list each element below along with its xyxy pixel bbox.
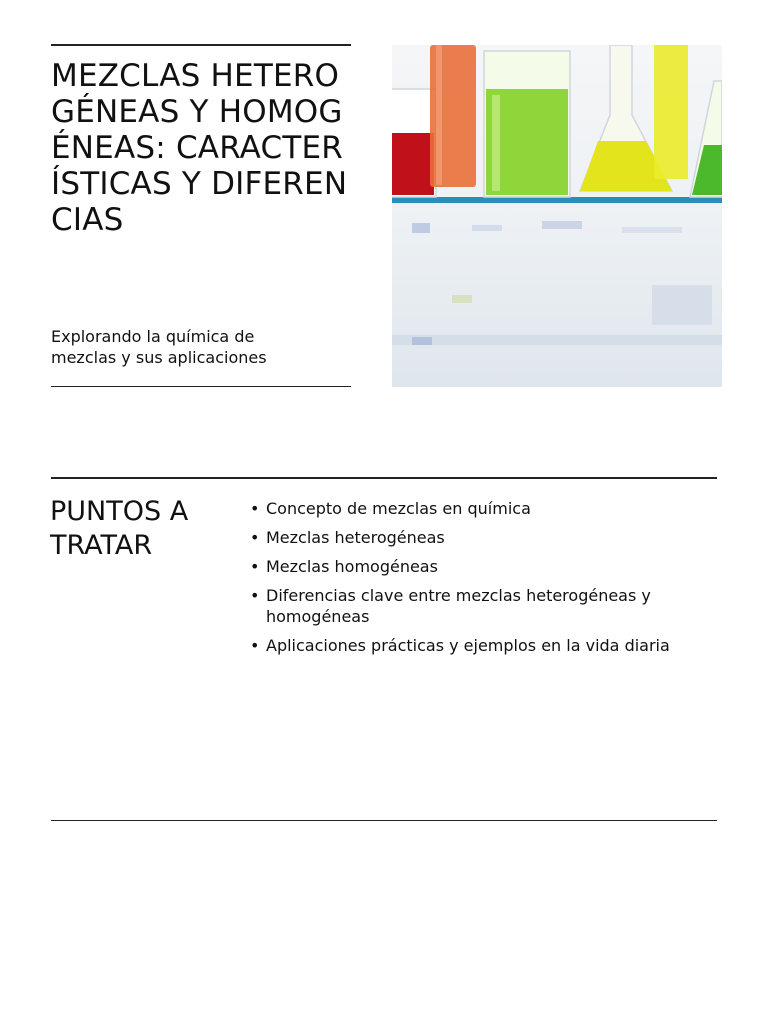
agenda-title: PUNTOS A TRATAR — [50, 496, 189, 561]
bullet: • — [250, 499, 260, 518]
bullet: • — [250, 528, 260, 547]
list-item-text: Mezclas homogéneas — [266, 557, 438, 576]
agenda-list — [248, 498, 698, 664]
bullet: • — [250, 557, 260, 576]
title-top-rule — [51, 44, 351, 46]
page-subtitle: Explorando la química de mezclas y sus aplicaciones — [51, 327, 267, 367]
lab-glassware-image — [392, 45, 722, 387]
list-item — [248, 527, 698, 548]
page-title: MEZCLAS HETEROGÉNEAS Y HOMOGÉNEAS: CARACTERÍSTICAS Y DIFERENCIAS — [51, 58, 348, 238]
list-item — [248, 635, 698, 656]
list-item-text: Aplicaciones prácticas y ejemplos en la vida diaria — [266, 636, 670, 655]
list-item — [248, 498, 698, 519]
yellow-cylinder — [654, 45, 688, 179]
list-item — [248, 585, 698, 627]
agenda-top-rule — [51, 477, 717, 479]
list-item — [248, 556, 698, 577]
title-bottom-rule — [51, 386, 351, 387]
bullet: • — [250, 636, 260, 655]
list-item-text: Mezclas heterogéneas — [266, 528, 445, 547]
list-item-text: Diferencias clave entre mezclas heterogéneas y homogéneas — [266, 586, 651, 626]
bullet: • — [250, 586, 260, 605]
agenda-bottom-rule — [51, 820, 717, 821]
list-item-text: Concepto de mezclas en química — [266, 499, 531, 518]
